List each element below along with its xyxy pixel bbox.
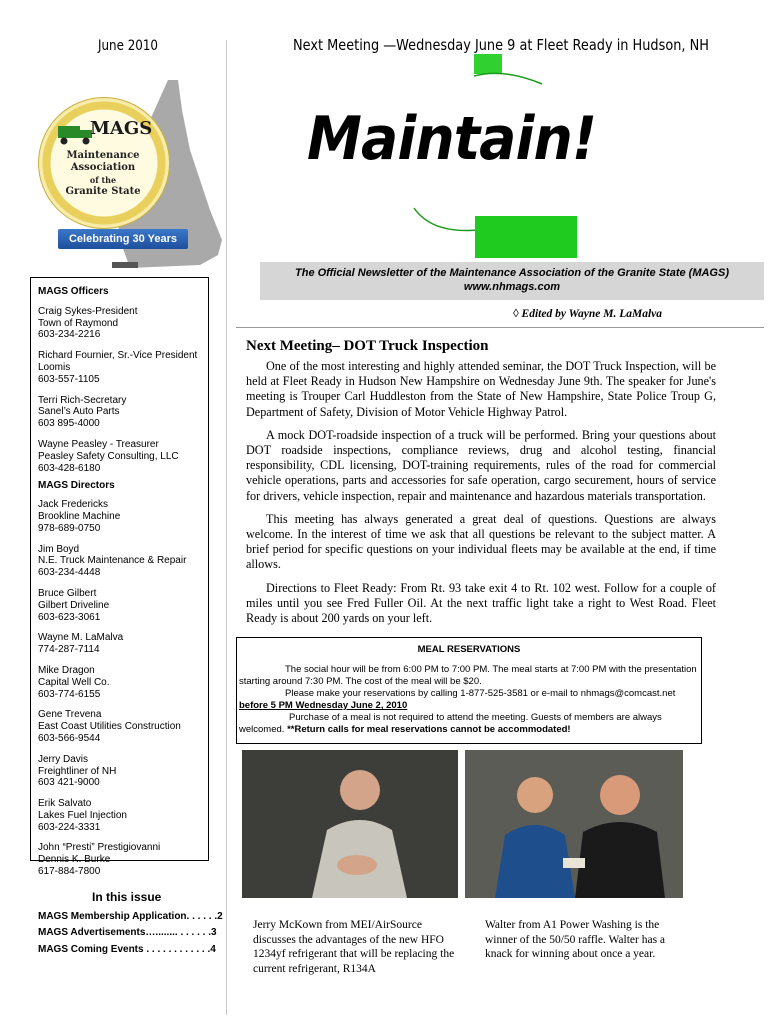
masthead-title: Maintain! — [307, 104, 597, 174]
officers-heading: MAGS Officers — [38, 286, 109, 297]
editor-credit: ◊ Edited by Wayne M. LaMalva — [513, 308, 662, 320]
issue-date: June 2010 — [98, 38, 158, 54]
officer-list — [31, 306, 208, 475]
entry-line: Craig Sykes-President — [38, 305, 138, 317]
curve-bottom — [412, 206, 482, 236]
entry-line: 603-428-6180 — [38, 462, 101, 474]
entry-line: Jack Fredericks — [38, 499, 109, 511]
entry-line: Wayne M. LaMalva — [38, 632, 124, 644]
logo-line4: Granite State — [65, 186, 141, 197]
director-entry — [38, 798, 208, 833]
entry-line: Town of Raymond — [38, 317, 119, 329]
toc-item-coming-events[interactable]: MAGS Coming Events . . . . . . . . . . . .4 — [38, 944, 216, 955]
logo-line2: Association — [70, 162, 136, 173]
map-base — [112, 262, 138, 268]
photo-caption-2: Walter from A1 Power Washing is the winner of the 50/50 raffle. Walter has a knack for winning about once a year. — [485, 919, 666, 960]
entry-line: Freightliner of NH — [38, 765, 117, 777]
entry-line: Brookline Machine — [38, 510, 121, 522]
director-entry — [38, 544, 208, 579]
article-body — [246, 359, 716, 634]
entry-line: John “Presti” Prestigiovanni — [38, 842, 161, 854]
photo-jerry-mckown — [242, 750, 458, 898]
director-entry — [38, 754, 208, 789]
entry-line: 603-234-4448 — [38, 567, 101, 579]
officer-entry — [38, 350, 208, 385]
entry-line: 774-287-7114 — [38, 644, 100, 656]
entry-line: Erik Salvato — [38, 798, 92, 810]
meal-schedule: The social hour will be from 6:00 PM to 7:00 PM. The meal starts at 7:00 PM with the presentation starting around 7:30 PM. The cost of the meal will be $20. — [239, 664, 697, 687]
celebrating-ribbon: Celebrating 30 Years — [58, 229, 188, 249]
meal-warning: **Return calls for meal reservations cannot be accommodated! — [287, 724, 571, 735]
officer-entry — [38, 439, 208, 474]
in-this-issue-heading: In this issue — [92, 890, 162, 904]
meal-title: MEAL RESERVATIONS — [417, 644, 521, 655]
article-paragraph: Directions to Fleet Ready: From Rt. 93 take exit 4 to Rt. 102 west. Follow for a couple of miles until you see Fred Fuller Oil. At the next traffic light take a right to West Road. Fleet Ready is about 200 yards on your left. — [246, 580, 716, 626]
entry-line: Wayne Peasley - Treasurer — [38, 438, 159, 450]
toc-item-advertisements[interactable]: MAGS Advertisements…........ . . . . . .3 — [38, 927, 217, 938]
entry-line: Bruce Gilbert — [38, 587, 97, 599]
meal-note — [239, 712, 699, 736]
subtitle-text: The Official Newsletter of the Maintenance Association of the Granite State (MAGS) — [295, 267, 729, 279]
photo-caption-1: Jerry McKown from MEI/AirSource discusses the advantages of the new HFO 1234yf refrigerant that will be replacing the current refrigerant, R134A — [253, 919, 455, 975]
article-paragraph: One of the most interesting and highly attended seminar, the DOT Truck Inspection, will be held at Fleet Ready in Hudson New Hampshire on Wednesday June 9th. The speaker for June's meeting is Trouper Carl Huddleston from the State of New Hampshire, State Police Troup G, Department of Safety, Division of Motor Vehicle Highway Patrol. — [246, 359, 716, 419]
director-entry — [38, 499, 208, 534]
entry-line: Dennis K. Burke — [38, 854, 111, 866]
logo-mags: MAGS — [90, 118, 153, 139]
meal-deadline: before 5 PM Wednesday June 2, 2010 — [239, 700, 408, 711]
meal-contact: Please make your reservations by calling 1-877-525-3581 or e-mail to nhmags@comcast.net — [285, 688, 676, 699]
article-headline: Next Meeting– DOT Truck Inspection — [246, 338, 489, 354]
entry-line: Terri Rich-Secretary — [38, 394, 127, 406]
column-divider — [226, 40, 227, 1015]
entry-line: Richard Fournier, Sr.-Vice President — [38, 350, 198, 362]
entry-line: 603-774-6155 — [38, 688, 101, 700]
director-entry — [38, 665, 208, 700]
entry-line: Jim Boyd — [38, 543, 80, 555]
entry-line: 603-224-3331 — [38, 821, 101, 833]
director-entry — [38, 632, 208, 656]
entry-line: Gene Trevena — [38, 709, 102, 721]
entry-line: N.E. Truck Maintenance & Repair — [38, 555, 187, 567]
logo-subtitle — [40, 150, 166, 198]
officers-sidebar — [30, 277, 209, 878]
entry-line: 603-566-9544 — [38, 732, 101, 744]
officer-entry — [38, 306, 208, 341]
entry-line: 603-623-3061 — [38, 611, 101, 623]
directors-heading: MAGS Directors — [38, 480, 115, 492]
entry-line: Mike Dragon — [38, 664, 95, 676]
entry-line: Capital Well Co. — [38, 676, 110, 688]
entry-line: Loomis — [38, 361, 71, 373]
entry-line: 978-689-0750 — [38, 522, 101, 534]
entry-line: 603-234-2216 — [38, 329, 101, 341]
entry-line: Gilbert Driveline — [38, 599, 110, 611]
photo-walter-raffle — [465, 750, 683, 898]
meal-note-text: Purchase of a meal is not required to attend the meeting. Guests of members are always welcomed. — [239, 712, 662, 735]
header-rule — [236, 327, 764, 328]
director-entry — [38, 842, 208, 877]
entry-line: Peasley Safety Consulting, LLC — [38, 450, 179, 462]
entry-line: Sanel’s Auto Parts — [38, 406, 120, 418]
logo-line1: Maintenance — [66, 150, 140, 161]
entry-line: 603-557-1105 — [38, 373, 100, 385]
entry-line: 603 895-4000 — [38, 418, 100, 430]
entry-line: 603 421-9000 — [38, 777, 100, 789]
director-entry — [38, 709, 208, 744]
newsletter-subtitle — [260, 262, 764, 300]
director-entry — [38, 588, 208, 623]
article-paragraph: This meeting has always generated a great deal of questions. Questions are always welcome. In the interest of time we ask that all questions be relevant to the subject matter. A brief period for specific questions on your individual fleets may be available at the end, if time allows. — [246, 511, 716, 572]
curve-top — [474, 66, 544, 86]
entry-line: East Coast Utilities Construction — [38, 721, 181, 733]
meal-reservations-box — [236, 637, 702, 744]
article-paragraph: A mock DOT-roadside inspection of a truck will be performed. Bring your questions about DOT roadside inspections, compliance reviews, drug and alcohol testing, financial responsibility, CDL licensing, DOT-training requirements, rules of the road for commercial vehicle operations, parts and accessories for safe operation, cargo securement, hours of service for drivers, vehicle inspection, repair and maintenance and hazardous materials transportation. — [246, 427, 716, 503]
green-block-bottom — [475, 216, 577, 258]
entry-line: Lakes Fuel Injection — [38, 809, 127, 821]
officer-entry — [38, 395, 208, 430]
director-list — [31, 499, 208, 878]
logo-line3: of the — [89, 175, 117, 185]
next-meeting-banner: Next Meeting —Wednesday June 9 at Fleet Ready in Hudson, NH — [293, 36, 709, 54]
entry-line: 617-884-7800 — [38, 866, 101, 878]
entry-line: Jerry Davis — [38, 753, 89, 765]
website-link[interactable]: www.nhmags.com — [463, 281, 561, 293]
toc-item-membership[interactable]: MAGS Membership Application. . . . . .2 — [38, 911, 223, 922]
